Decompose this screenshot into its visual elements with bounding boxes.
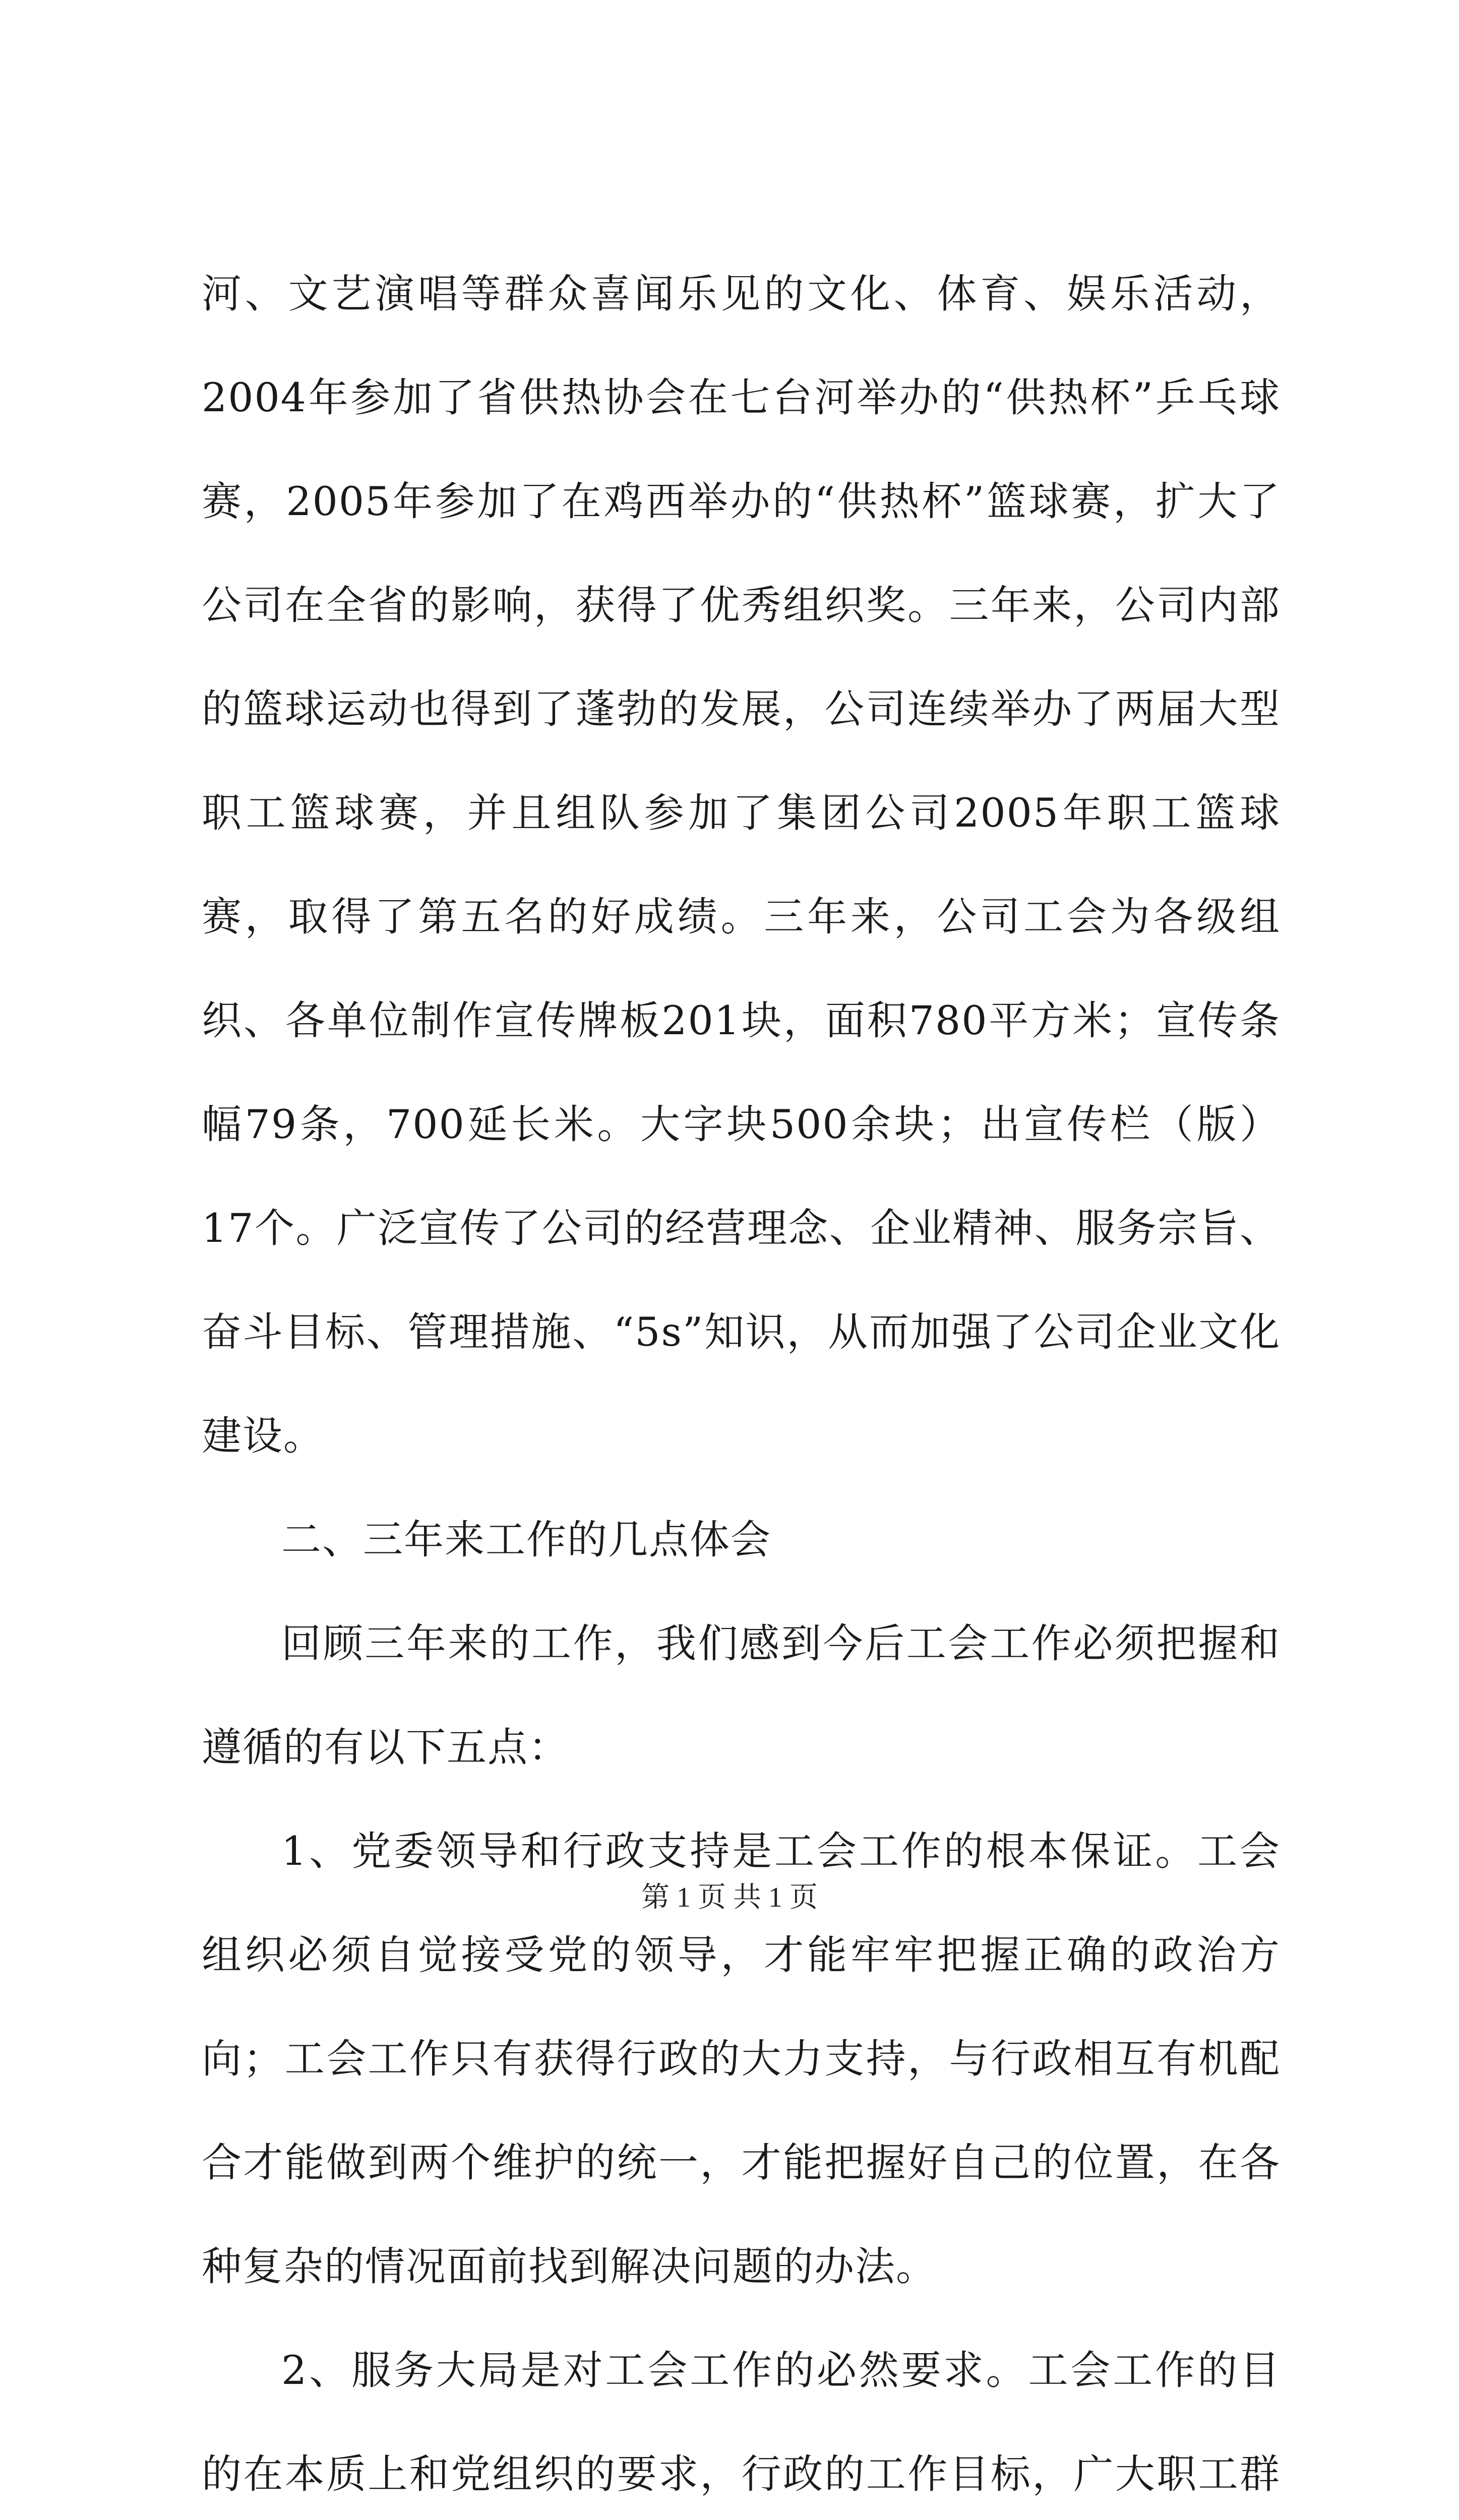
page-footer: 第 1 页 共 1 页 <box>641 1882 818 1913</box>
paragraph-review: 回顾三年来的工作，我们感到今后工会工作必须把握和遵循的有以下五点： <box>202 1620 1281 1771</box>
paragraph-point-1: 1、党委领导和行政支持是工会工作的根本保证。工会组织必须自觉接受党的领导，才能牢牢把握正确的政治方向；工会工作只有获得行政的大力支持，与行政相互有机配合才能做到两个维护的统一，才能把握好自己的位置，在各种复杂的情况面前找到解决问题的办法。 <box>202 1828 1281 2290</box>
document-body <box>202 242 1281 2520</box>
paragraph-point-2: 2、服务大局是对工会工作的必然要求。工会工作的目的在本质上和党组织的要求，行政的工作目标，广大职工群 <box>202 2347 1281 2497</box>
paragraph-continuation: 河、文艺演唱等群众喜闻乐见的文化、体育、娱乐活动，2004年参加了省供热协会在七台河举办的“供热杯”乒乓球赛，2005年参加了在鸡西举办的“供热杯”篮球赛，扩大了公司在全省的影响，获得了优秀组织奖。三年来，公司内部的篮球运动也得到了蓬勃的发展，公司连续举办了两届大型职工篮球赛，并且组队参加了集团公司2005年职工篮球赛，取得了第五名的好成绩。三年来，公司工会为各级组织、各单位制作宣传牌板201块，面积780平方米；宣传条幅79条，700延长米。大字块500余块；出宣传栏（版）17个。广泛宣传了公司的经营理念、企业精神、服务宗旨、奋斗目标、管理措施、“5s”知识，从而加强了公司企业文化建设。 <box>202 271 1281 1459</box>
section-heading: 二、三年来工作的几点体会 <box>281 1517 771 1563</box>
